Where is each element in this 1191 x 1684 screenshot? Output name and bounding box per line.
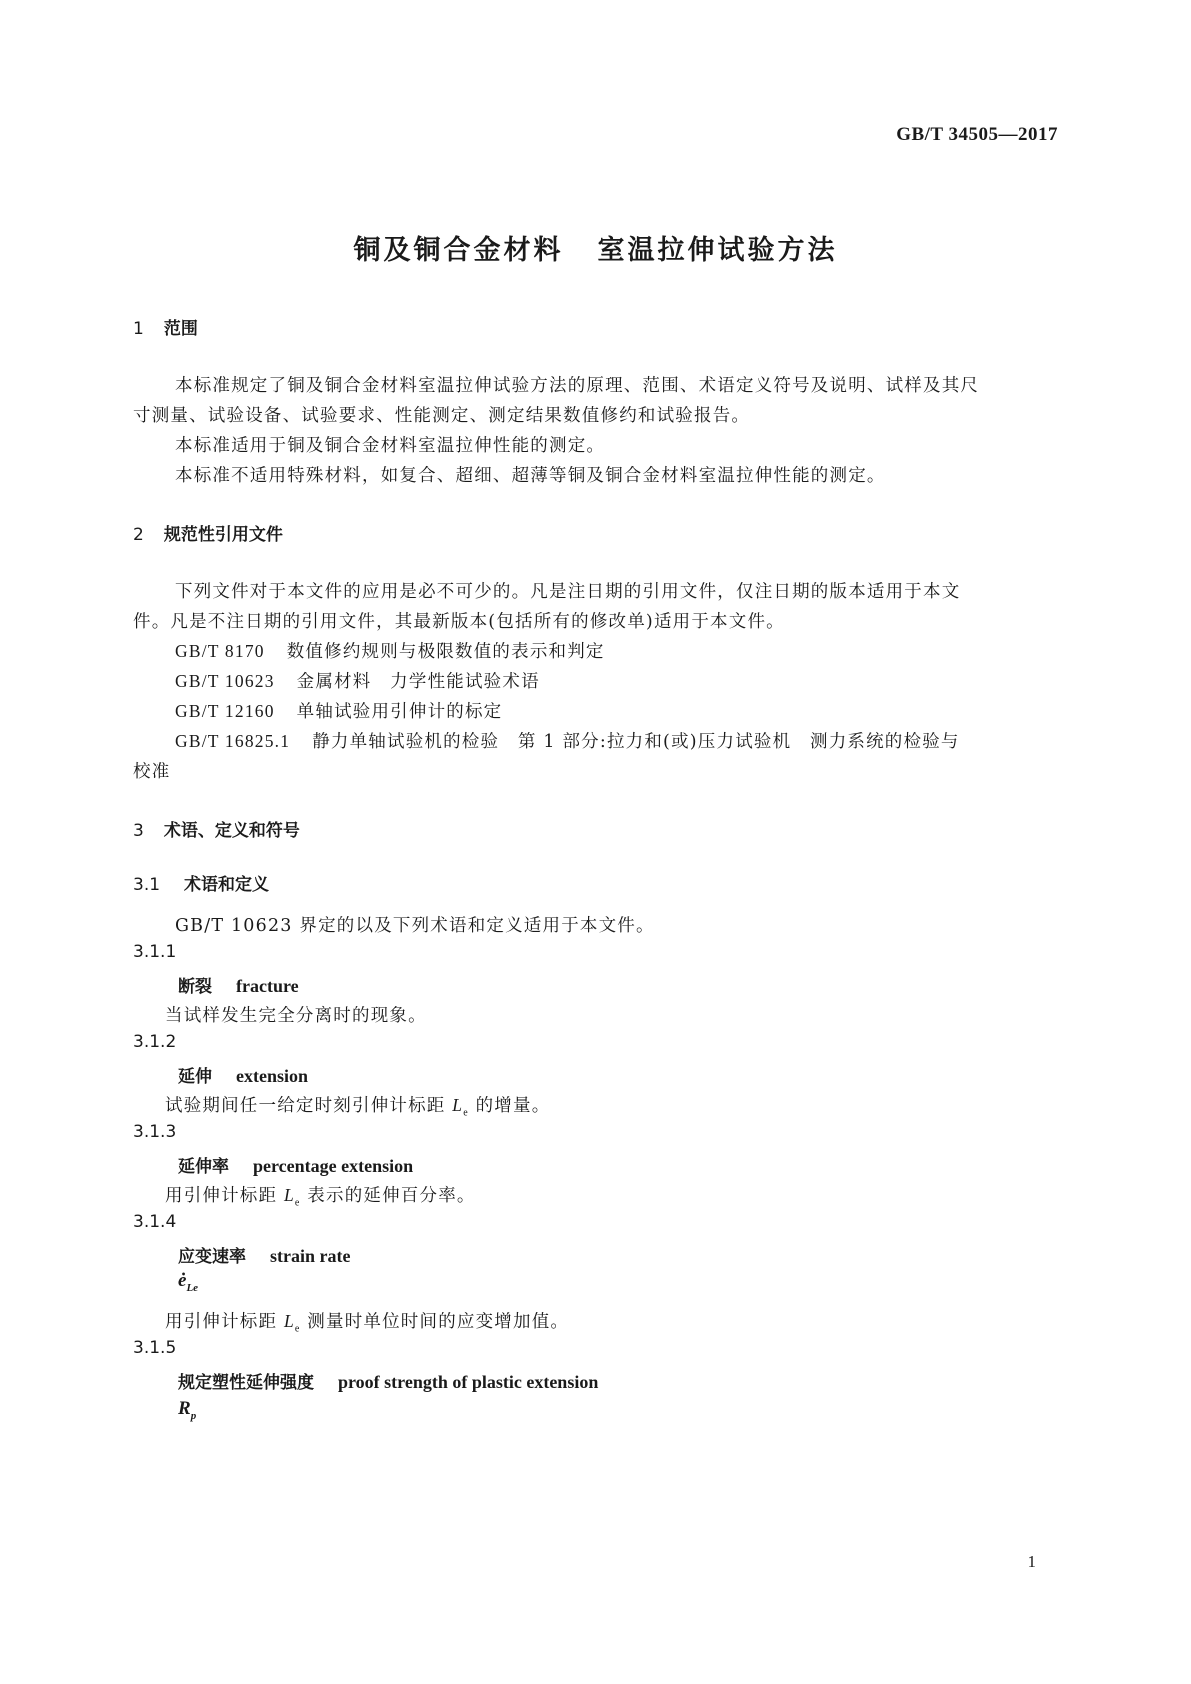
term-symbol: $R_p$ [178,1398,197,1422]
term-heading: 断裂 fracture [178,976,299,997]
title-part-2: 室温拉伸试验方法 [597,235,838,266]
term-heading: 延伸 extension [178,1066,308,1087]
s1-paragraph-1a: 本标准规定了铜及铜合金材料室温拉伸试验方法的原理、范围、术语定义符号及说明、试样及其尺 [175,376,980,396]
term-heading: 应变速率 strain rate [178,1246,351,1267]
term-definition: 用引伸计标距 $L_e$ 表示的延伸百分率。 [165,1185,476,1209]
term-heading: 延伸率 percentage extension [178,1156,414,1177]
clause-number: 3.1.3 [133,1122,177,1142]
s1-paragraph-1b: 寸测量、试验设备、试验要求、性能测定、测定结果数值修约和试验报告。 [133,406,751,426]
clause-number: 3.1.2 [133,1032,177,1052]
reference-item: GB/T 12160 单轴试验用引伸计的标定 [175,701,503,722]
page-number: 1 [1027,1552,1036,1571]
section-3-1-heading: 3.1 术语和定义 [133,875,270,895]
reference-item-continuation: 校准 [133,762,171,782]
page-title [0,228,1191,267]
term-definition: 试验期间任一给定时刻引伸计标距 $L_e$ 的增量。 [165,1095,551,1119]
term-heading: 规定塑性延伸强度 proof strength of plastic extension [178,1372,599,1393]
term-definition: 当试样发生完全分离时的现象。 [165,1006,427,1026]
term-symbol: $ė_{Le}$ [178,1270,199,1294]
s1-paragraph-3: 本标准不适用特殊材料，如复合、超细、超薄等铜及铜合金材料室温拉伸性能的测定。 [175,466,886,486]
s3-1-intro: GB/T 10623 界定的以及下列术语和定义适用于本文件。 [175,916,655,936]
clause-number: 3.1.4 [133,1212,177,1232]
reference-item: GB/T 10623 金属材料 力学性能试验术语 [175,671,540,692]
clause-number: 3.1.5 [133,1338,177,1358]
reference-item: GB/T 16825.1 静力单轴试验机的检验 第 1 部分:拉力和(或)压力试验机 测力系统的检验与 [175,731,960,752]
reference-item: GB/T 8170 数值修约规则与极限数值的表示和判定 [175,641,605,662]
s2-paragraph-1b: 件。凡是不注日期的引用文件，其最新版本(包括所有的修改单)适用于本文件。 [133,612,785,632]
clause-number: 3.1.1 [133,942,177,962]
section-1-heading: 1 范围 [133,319,198,339]
title-part-1: 铜及铜合金材料 [353,235,564,266]
term-definition: 用引伸计标距 $L_e$ 测量时单位时间的应变增加值。 [165,1311,570,1335]
s2-paragraph-1a: 下列文件对于本文件的应用是必不可少的。凡是注日期的引用文件，仅注日期的版本适用于本文 [175,582,961,602]
section-3-heading: 3 术语、定义和符号 [133,821,300,841]
standard-code: GB/T 34505—2017 [896,124,1058,145]
s1-paragraph-2: 本标准适用于铜及铜合金材料室温拉伸性能的测定。 [175,436,606,456]
section-2-heading: 2 规范性引用文件 [133,525,283,545]
